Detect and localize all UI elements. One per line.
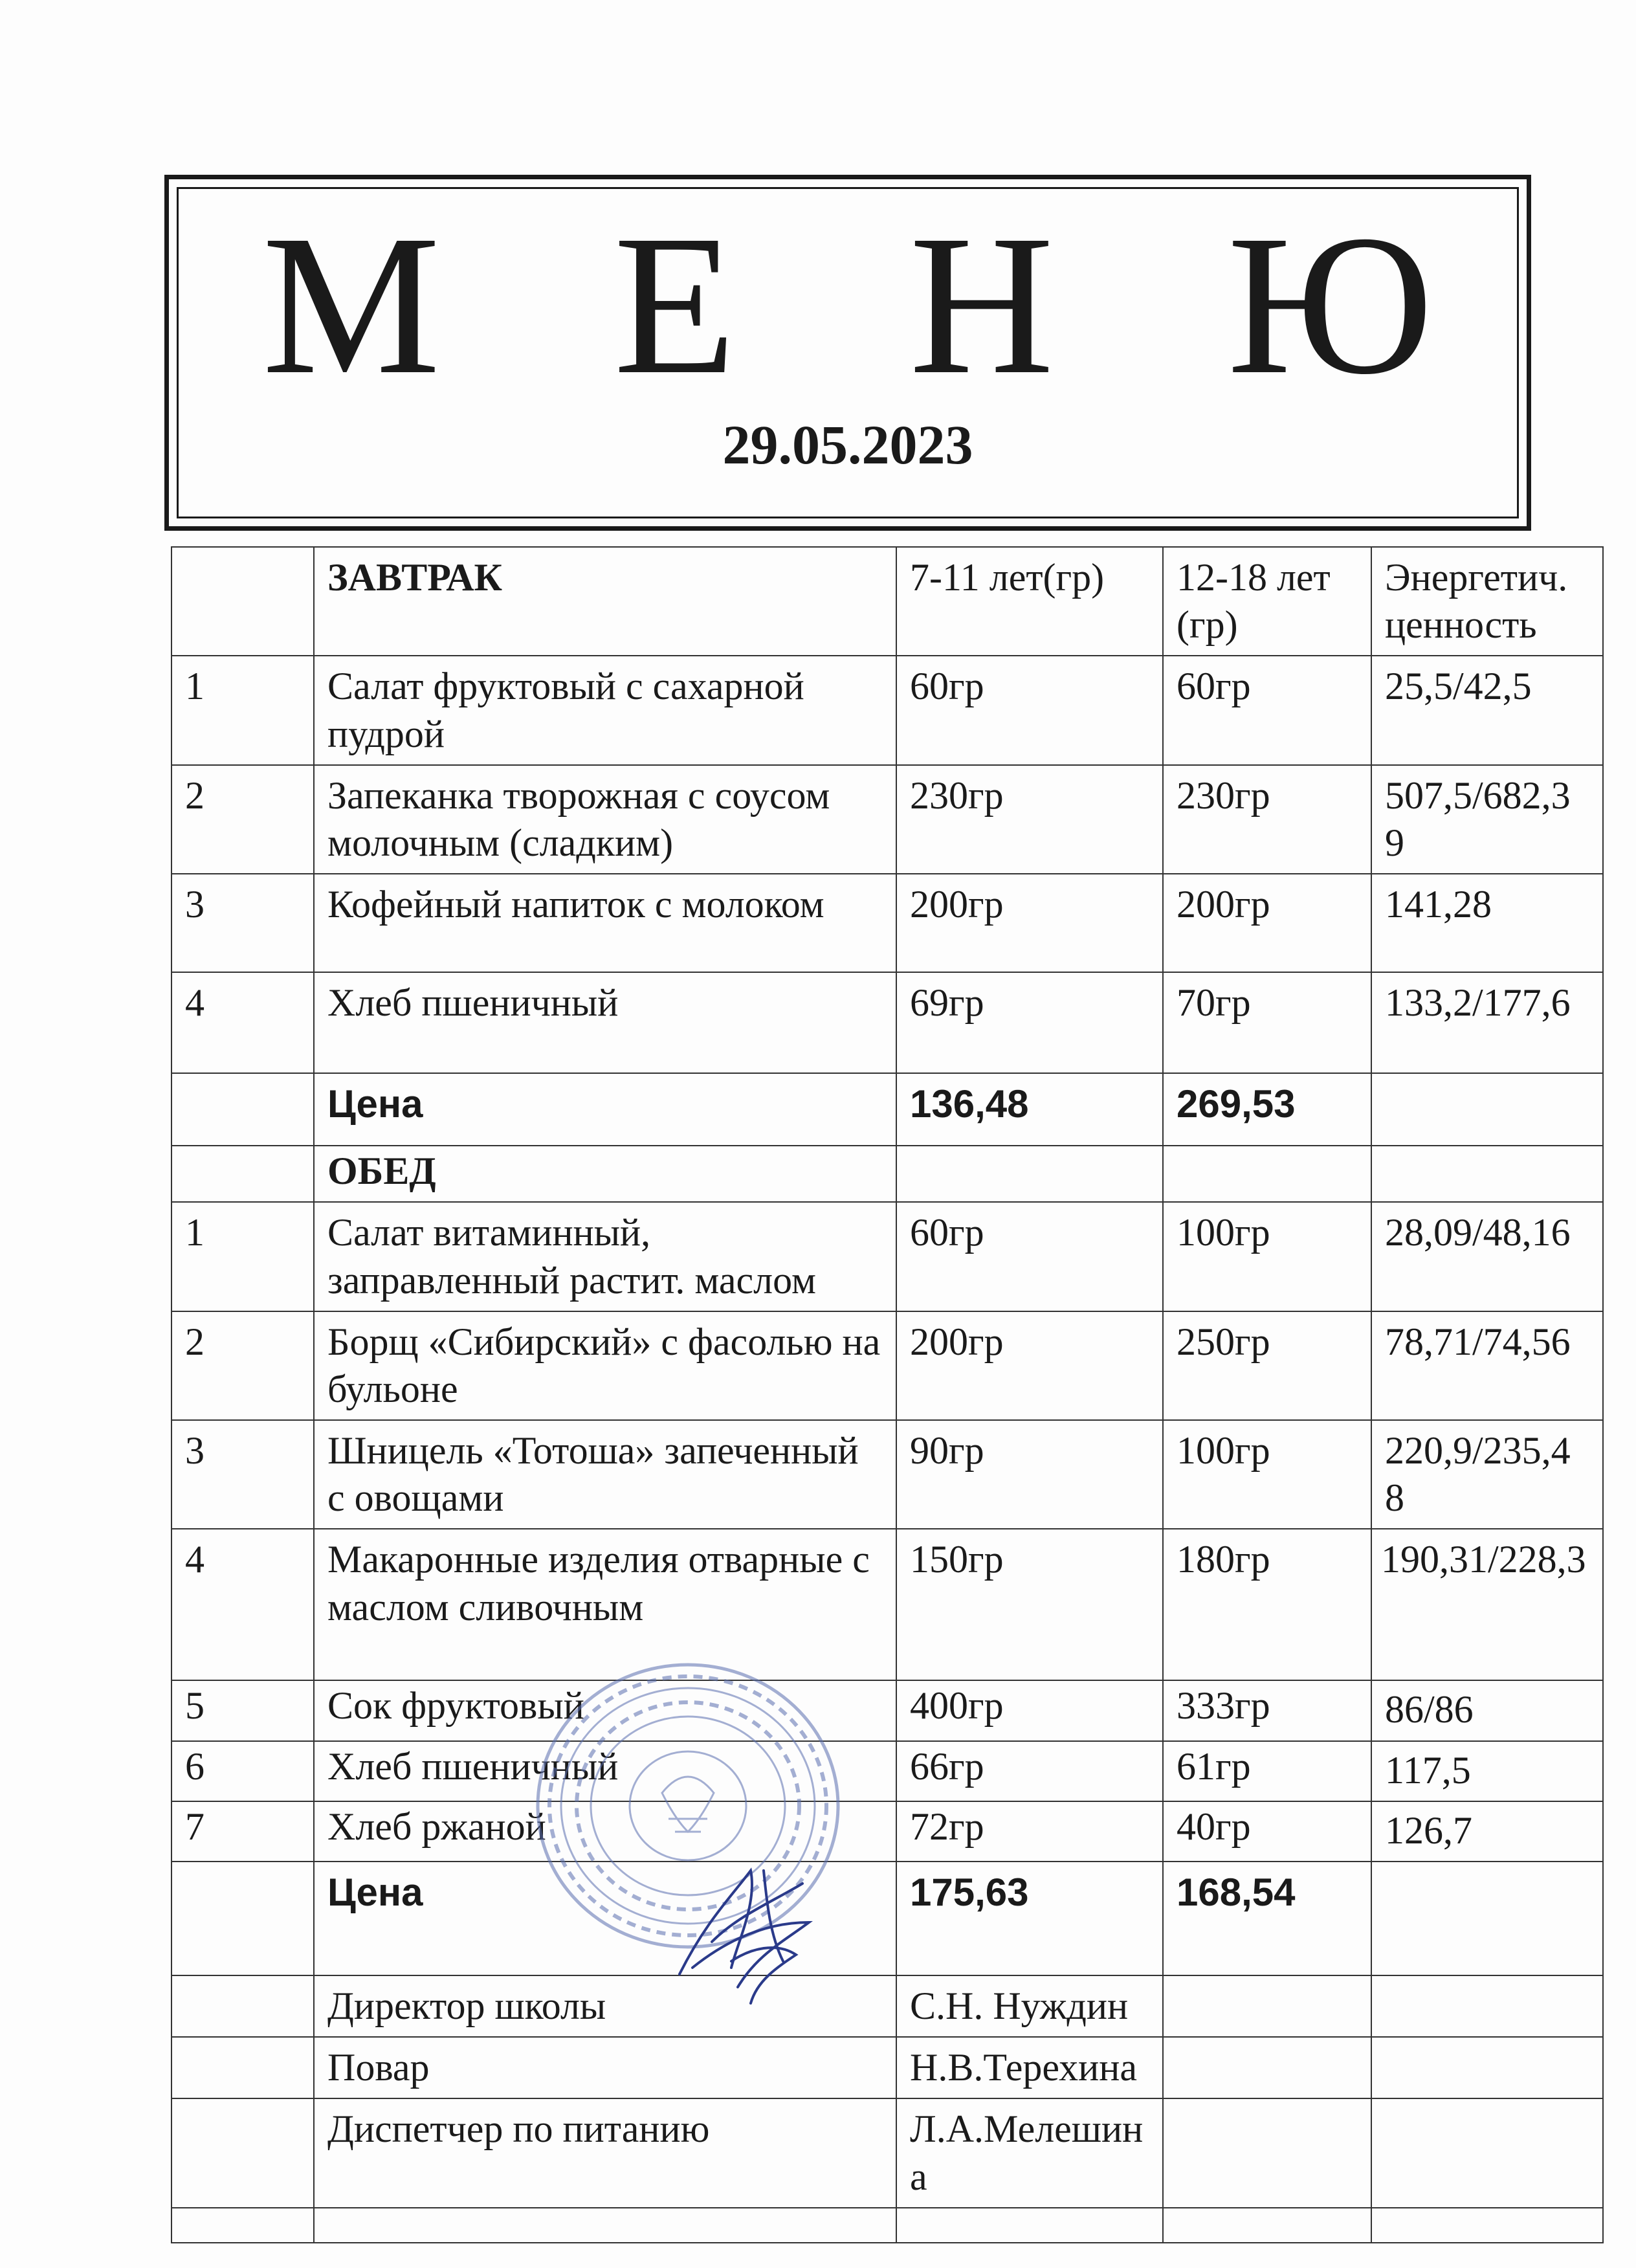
energy-value: 133,2/177,6 [1371, 972, 1603, 1073]
signature-row [171, 1975, 1603, 2037]
table-row [171, 972, 1603, 1073]
row-number: 2 [171, 1311, 314, 1420]
table-row [171, 1801, 1603, 1862]
signature-row [171, 2037, 1603, 2098]
energy-value: 25,5/42,5 [1371, 656, 1603, 764]
portion-age-7-11: 230гр [896, 765, 1163, 874]
empty-cell [896, 1146, 1163, 1202]
price-age-12-18: 168,54 [1163, 1862, 1371, 1975]
energy-value: 28,09/48,16 [1371, 1202, 1603, 1311]
row-number: 6 [171, 1741, 314, 1801]
row-number: 4 [171, 1529, 314, 1680]
empty-cell [171, 1146, 314, 1202]
dish-name: Хлеб пшеничный [314, 1741, 896, 1801]
empty-cell [1371, 1146, 1603, 1202]
lunch-price-row [171, 1862, 1603, 1975]
dish-name: Кофейный напиток с молоком [314, 874, 896, 972]
portion-age-12-18: 61гр [1163, 1741, 1371, 1801]
portion-age-7-11: 400гр [896, 1680, 1163, 1740]
price-label: Цена [314, 1862, 896, 1975]
price-age-12-18: 269,53 [1163, 1073, 1371, 1146]
row-number: 4 [171, 972, 314, 1073]
price-age-7-11: 175,63 [896, 1862, 1163, 1975]
dish-name: Сок фруктовый [314, 1680, 896, 1740]
dish-name: Борщ «Сибирский» с фасолью на бульоне [314, 1311, 896, 1420]
column-header-age-12-18: 12-18 лет (гр) [1163, 547, 1371, 656]
empty-cell [1371, 2098, 1603, 2207]
dish-name: Запеканка творожная с соусом молочным (сладким) [314, 765, 896, 874]
portion-age-7-11: 200гр [896, 1311, 1163, 1420]
dish-name: Салат витаминный, заправленный растит. маслом [314, 1202, 896, 1311]
portion-age-12-18: 250гр [1163, 1311, 1371, 1420]
table-row [171, 1741, 1603, 1801]
table-row [171, 874, 1603, 972]
energy-value: 78,71/74,56 [1371, 1311, 1603, 1420]
portion-age-12-18: 40гр [1163, 1801, 1371, 1862]
dish-name: Макаронные изделия отварные с маслом сливочным [314, 1529, 896, 1680]
table-row [171, 1680, 1603, 1740]
energy-value: 220,9/235,48 [1371, 1420, 1603, 1529]
portion-age-7-11: 90гр [896, 1420, 1163, 1529]
breakfast-section-label: ЗАВТРАК [314, 547, 896, 656]
empty-cell [171, 1073, 314, 1146]
empty-cell [1371, 1975, 1603, 2037]
empty-row [171, 2208, 1603, 2243]
energy-value: 141,28 [1371, 874, 1603, 972]
portion-age-7-11: 60гр [896, 656, 1163, 764]
portion-age-7-11: 72гр [896, 1801, 1163, 1862]
portion-age-12-18: 200гр [1163, 874, 1371, 972]
energy-value: 507,5/682,39 [1371, 765, 1603, 874]
empty-cell [171, 1862, 314, 1975]
dish-name: Хлеб пшеничный [314, 972, 896, 1073]
empty-cell [1371, 2037, 1603, 2098]
row-number: 1 [171, 656, 314, 764]
portion-age-7-11: 150гр [896, 1529, 1163, 1680]
table-row [171, 1311, 1603, 1420]
energy-value: 126,7 [1371, 1801, 1603, 1862]
empty-cell [1163, 1146, 1371, 1202]
column-header-age-7-11: 7-11 лет(гр) [896, 547, 1163, 656]
table-row [171, 656, 1603, 764]
signature-role: Диспетчер по питанию [314, 2098, 896, 2207]
empty-cell [1163, 2037, 1371, 2098]
empty-cell [1163, 1975, 1371, 2037]
empty-cell [1371, 1073, 1603, 1146]
menu-table [171, 546, 1604, 2243]
price-label: Цена [314, 1073, 896, 1146]
table-row [171, 1420, 1603, 1529]
empty-cell [1371, 1862, 1603, 1975]
signature-name: Н.В.Терехина [896, 2037, 1163, 2098]
portion-age-7-11: 69гр [896, 972, 1163, 1073]
portion-age-7-11: 200гр [896, 874, 1163, 972]
empty-cell [171, 2037, 314, 2098]
dish-name: Хлеб ржаной [314, 1801, 896, 1862]
row-number: 1 [171, 1202, 314, 1311]
signature-row [171, 2098, 1603, 2207]
empty-cell [171, 2098, 314, 2207]
empty-cell [314, 2208, 896, 2243]
row-number: 3 [171, 1420, 314, 1529]
empty-cell [171, 547, 314, 656]
table-row [171, 1529, 1603, 1680]
column-header-energy: Энергетич. ценность [1371, 547, 1603, 656]
portion-age-7-11: 60гр [896, 1202, 1163, 1311]
lunch-section-label: ОБЕД [314, 1146, 896, 1202]
empty-cell [1371, 2208, 1603, 2243]
signature-role: Директор школы [314, 1975, 896, 2037]
row-number: 5 [171, 1680, 314, 1740]
lunch-header-row [171, 1146, 1603, 1202]
title-box [164, 175, 1531, 531]
portion-age-12-18: 100гр [1163, 1202, 1371, 1311]
portion-age-12-18: 333гр [1163, 1680, 1371, 1740]
portion-age-7-11: 66гр [896, 1741, 1163, 1801]
row-number: 3 [171, 874, 314, 972]
breakfast-price-row [171, 1073, 1603, 1146]
empty-cell [171, 2208, 314, 2243]
energy-value: 190,31/228,3 [1371, 1529, 1603, 1680]
row-number: 7 [171, 1801, 314, 1862]
price-age-7-11: 136,48 [896, 1073, 1163, 1146]
row-number: 2 [171, 765, 314, 874]
signature-name: Л.А.Мелешина [896, 2098, 1163, 2207]
portion-age-12-18: 70гр [1163, 972, 1371, 1073]
portion-age-12-18: 230гр [1163, 765, 1371, 874]
table-row [171, 765, 1603, 874]
portion-age-12-18: 180гр [1163, 1529, 1371, 1680]
dish-name: Шницель «Тотоша» запеченный с овощами [314, 1420, 896, 1529]
energy-value: 117,5 [1371, 1741, 1603, 1801]
dish-name: Салат фруктовый с сахарной пудрой [314, 656, 896, 764]
table-row [171, 1202, 1603, 1311]
breakfast-header-row [171, 547, 1603, 656]
menu-date: 29.05.2023 [722, 414, 973, 476]
portion-age-12-18: 100гр [1163, 1420, 1371, 1529]
energy-value: 86/86 [1371, 1680, 1603, 1740]
empty-cell [1163, 2208, 1371, 2243]
empty-cell [1163, 2098, 1371, 2207]
empty-cell [171, 1975, 314, 2037]
page-title: М Е Н Ю [262, 194, 1495, 416]
signature-name: С.Н. Нуждин [896, 1975, 1163, 2037]
portion-age-12-18: 60гр [1163, 656, 1371, 764]
empty-cell [896, 2208, 1163, 2243]
signature-role: Повар [314, 2037, 896, 2098]
